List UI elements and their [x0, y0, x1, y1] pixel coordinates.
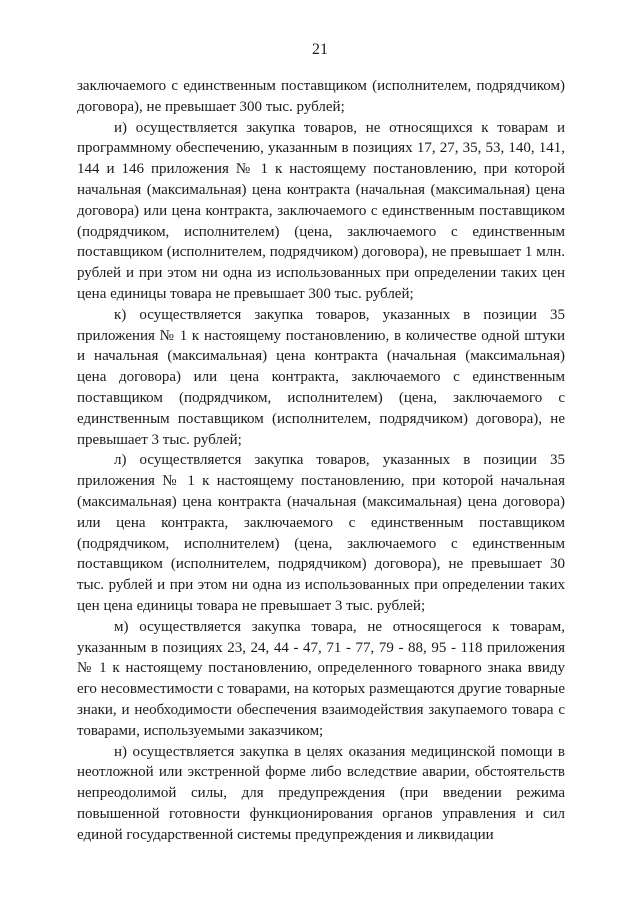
paragraph-item-k: к) осуществляется закупка товаров, указанных в позиции 35 приложения № 1 к настоящему постановлению, в количестве одной штуки и начальная (максимальная) цена контракта (начальная (максимальная) цена договора) или цена контракта, заключаемого с единственным поставщиком (подрядчиком, исполнителем) (цена, заключаемого с единственным поставщиком (исполнителем, подрядчиком) договора), не превышает 3 тыс. рублей;	[77, 306, 565, 448]
page-number: 21	[312, 41, 328, 58]
paragraph-item-n: н) осуществляется закупка в целях оказания медицинской помощи в неотложной или экстренной форме либо вследствие аварии, обстоятельств непреодолимой силы, для предупреждения (при введении режима повышенной готовности функционирования органов управления и сил единой государственной системы предупреждения и ликвидации	[77, 743, 565, 843]
paragraph-item-m: м) осуществляется закупка товара, не относящегося к товарам, указанным в позициях 23, 24, 44 - 47, 71 - 77, 79 - 88, 95 - 118 приложения № 1 к настоящему постановлению, определенного товарного знака ввиду его несовместимости с товарами, на которых размещаются другие товарные знаки, и необходимости обеспечения взаимодействия закупаемого товара с товарами, используемыми заказчиком;	[77, 618, 565, 739]
paragraph-item-l: л) осуществляется закупка товаров, указанных в позиции 35 приложения № 1 к настоящему постановлению, при которой начальная (максимальная) цена контракта (начальная (максимальная) цена договора) или цена контракта, заключаемого с единственным поставщиком (подрядчиком, исполнителем) (цена, заключаемого с единственным поставщиком (исполнителем, подрядчиком) договора), не превышает 30 тыс. рублей и при этом ни одна из использованных при определении таких цен цена единицы товара не превышает 3 тыс. рублей;	[77, 452, 565, 614]
document-body	[77, 76, 565, 845]
paragraph-continuation: заключаемого с единственным поставщиком (исполнителем, подрядчиком) договора), не превышает 300 тыс. рублей;	[77, 78, 565, 115]
paragraph-item-i: и) осуществляется закупка товаров, не относящихся к товарам и программному обеспечению, указанным в позициях 17, 27, 35, 53, 140, 141, 144 и 146 приложения № 1 к настоящему постановлению, при которой начальная (максимальная) цена контракта (начальная (максимальная) цена договора) или цена контракта, заключаемого с единственным поставщиком (подрядчиком, исполнителем) (цена, заключаемого с единственным поставщиком (исполнителем, подрядчиком) договора), не превышает 1 млн. рублей и при этом ни одна из использованных при определении таких цен цена единицы товара не превышает 300 тыс. рублей;	[77, 119, 565, 302]
